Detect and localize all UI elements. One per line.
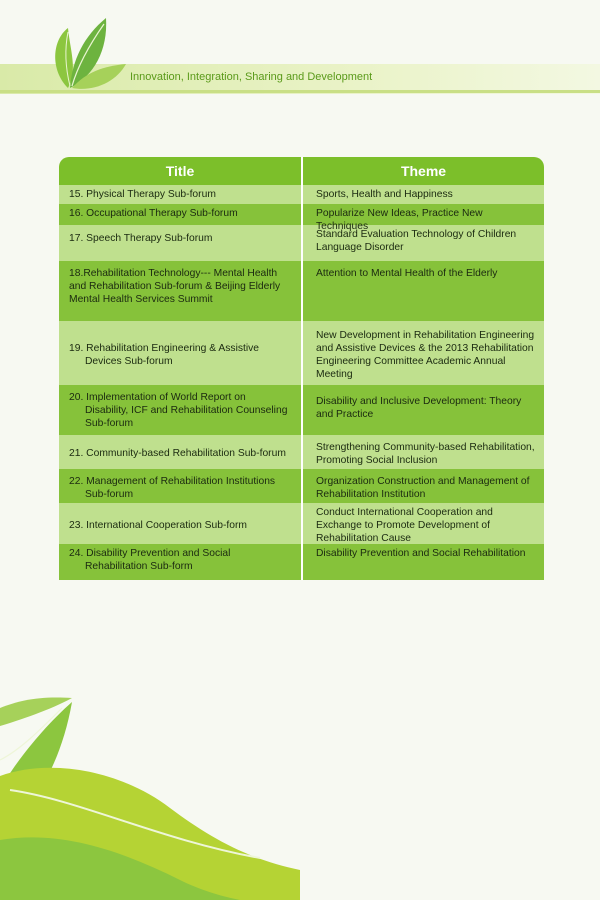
header-tagline: Innovation, Integration, Sharing and Development <box>130 71 373 83</box>
row-title: 15. Physical Therapy Sub-forum <box>69 189 216 200</box>
row-theme: Standard Evaluation Technology of Children Language Disorder <box>301 225 544 261</box>
row-title-line1: 20. Implementation of World Report on <box>69 392 246 403</box>
header-theme: Theme <box>301 157 544 185</box>
leaf-logo-icon <box>48 10 132 92</box>
row-title-line2: Devices Sub-forum <box>85 355 173 367</box>
table-row <box>59 185 544 204</box>
row-theme: Disability and Inclusive Development: Theory and Practice <box>301 385 544 435</box>
row-theme: New Development in Rehabilitation Engineering and Assistive Devices & the 2013 Rehabilitation Engineering Committee Academic Annual Meeting <box>301 321 544 385</box>
table-row <box>59 225 544 261</box>
row-title: 17. Speech Therapy Sub-forum <box>69 233 213 244</box>
table-row <box>59 385 544 435</box>
row-title: 16. Occupational Therapy Sub-forum <box>69 208 238 219</box>
row-theme: Strengthening Community-based Rehabilitation, Promoting Social Inclusion <box>301 435 544 469</box>
row-theme: Popularize New Ideas, Practice New Techniques <box>301 204 544 225</box>
table-row <box>59 435 544 469</box>
row-title <box>59 321 301 385</box>
table-row <box>59 469 544 503</box>
header-title: Title <box>165 163 195 179</box>
table-row <box>59 321 544 385</box>
row-title-line1: 22. Management of Rehabilitation Institutions <box>69 475 276 487</box>
row-title-line2: Rehabilitation Sub-form <box>85 561 193 572</box>
row-title-line2: Sub-forum <box>85 488 134 500</box>
row-title-line1: 24. Disability Prevention and Social <box>69 548 231 559</box>
row-title <box>59 385 301 435</box>
row-title <box>59 544 301 580</box>
table-row <box>59 544 544 580</box>
table-header <box>59 157 544 185</box>
table-row <box>59 503 544 544</box>
row-title: 21. Community-based Rehabilitation Sub-forum <box>69 448 286 459</box>
row-title-line1: 19. Rehabilitation Engineering & Assistive <box>69 342 260 354</box>
table-row <box>59 204 544 232</box>
row-theme: Conduct International Cooperation and Exchange to Promote Development of Rehabilitation Cause <box>301 503 544 544</box>
row-theme: Sports, Health and Happiness <box>301 185 544 204</box>
row-title-line2: Disability, ICF and Rehabilitation Counseling Sub-forum <box>85 405 288 429</box>
table-row <box>59 261 544 321</box>
decorative-leaves-icon <box>0 690 300 900</box>
row-theme: Attention to Mental Health of the Elderly <box>301 261 544 321</box>
row-title: 18.Rehabilitation Technology--- Mental Health and Rehabilitation Sub-forum & Beijing Elderly Mental Health Services Summit <box>69 268 281 305</box>
row-theme: Organization Construction and Management of Rehabilitation Institution <box>301 469 544 503</box>
row-title: 23. International Cooperation Sub-form <box>69 519 248 531</box>
forum-table <box>59 157 544 580</box>
row-title <box>59 469 301 503</box>
row-theme: Disability Prevention and Social Rehabilitation <box>301 544 544 580</box>
